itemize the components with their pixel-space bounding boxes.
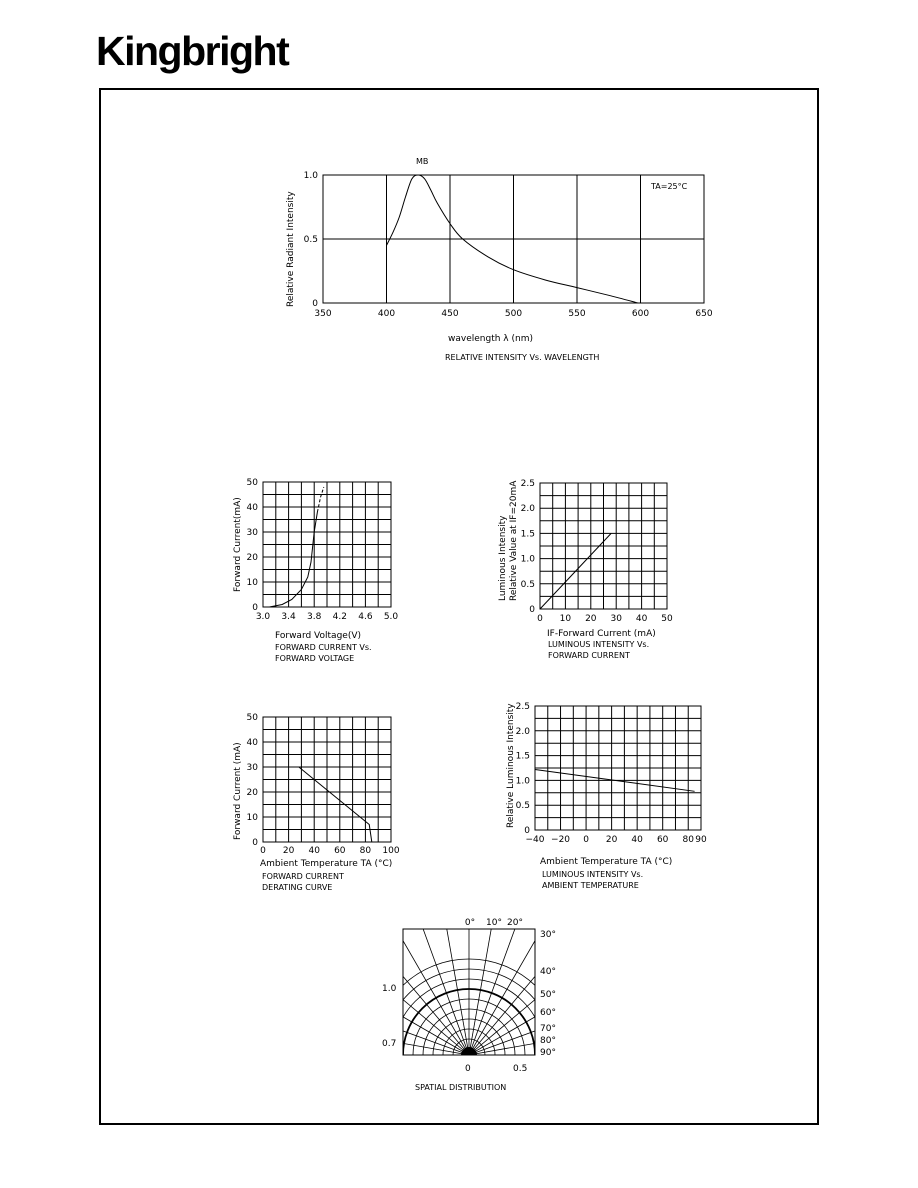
derating-y-tick-label: 0 xyxy=(252,838,258,848)
lum_current-y-tick-label: 1.5 xyxy=(520,529,535,540)
derating-x-tick-label: 60 xyxy=(334,846,346,856)
derating-x-tick-labels xyxy=(260,846,400,856)
derating-grid xyxy=(263,717,391,842)
lum-current-x-axis-label: IF-Forward Current (mA) xyxy=(547,629,656,639)
spectrum-grid xyxy=(323,175,704,303)
derating-x-tick-label: 0 xyxy=(260,846,266,856)
spectrum-y-tick-label: 0 xyxy=(312,299,318,309)
lum_temp-x-tick-label: 0 xyxy=(583,835,589,845)
derating-caption-line2: DERATING CURVE xyxy=(262,883,333,892)
iv-x-tick-labels xyxy=(256,612,399,622)
derating-chart xyxy=(233,713,400,892)
spectrum-x-tick-label: 400 xyxy=(377,309,396,319)
lum_current-x-tick-label: 30 xyxy=(610,614,622,624)
spatial-caption: SPATIAL DISTRIBUTION xyxy=(415,1083,507,1092)
derating-x-axis-label: Ambient Temperature TA (°C) xyxy=(260,859,393,869)
lum_current-x-tick-label: 50 xyxy=(661,614,673,624)
spatial-radial-label-2: 0.7 xyxy=(382,1039,397,1049)
iv-x-tick-label: 5.0 xyxy=(383,612,399,622)
spectrum-x-tick-labels xyxy=(314,309,712,319)
iv-y-tick-labels xyxy=(247,478,259,613)
lum-current-y-axis-label-1: Luminous Intensity xyxy=(498,515,508,601)
lum_temp-y-tick-label: 2.0 xyxy=(515,726,530,737)
lum_temp-x-tick-label: −20 xyxy=(551,835,571,845)
derating-y-tick-label: 40 xyxy=(246,738,258,748)
spectrum-y-tick-label: 0.5 xyxy=(303,235,318,245)
spatial-angle-label: 40° xyxy=(540,967,556,977)
spatial-angle-label: 80° xyxy=(540,1036,556,1046)
lum_temp-x-tick-label: 20 xyxy=(605,835,618,845)
iv-chart xyxy=(233,478,398,663)
spatial-radial-line xyxy=(319,795,469,1055)
lum-temp-grid xyxy=(535,706,701,830)
spectrum-x-tick-label: 600 xyxy=(631,309,650,319)
spectrum-series-label: MB xyxy=(416,157,429,166)
spectrum-x-tick-label: 650 xyxy=(695,309,713,319)
iv-x-axis-label: Forward Voltage(V) xyxy=(275,631,361,641)
brand-logo: Kingbright xyxy=(96,28,289,74)
spectrum-y-tick-labels xyxy=(304,171,319,309)
derating-y-axis-label: Forward Current (mA) xyxy=(233,742,243,840)
spatial-angle-label: 70° xyxy=(540,1024,556,1034)
iv-y-tick-label: 40 xyxy=(246,503,258,513)
iv-y-tick-label: 10 xyxy=(246,578,258,588)
lum-temp-caption-line2: AMBIENT TEMPERATURE xyxy=(542,881,639,890)
derating-caption-line1: FORWARD CURRENT xyxy=(262,872,344,881)
iv-x-tick-label: 3.4 xyxy=(281,612,296,622)
derating-x-tick-label: 100 xyxy=(382,846,400,856)
spatial-angle-label: 0° xyxy=(464,918,476,928)
spectrum-chart xyxy=(286,157,713,362)
lum_temp-x-tick-label: 80 xyxy=(682,835,694,845)
spatial-angle-label: 20° xyxy=(507,918,523,928)
iv-x-tick-label: 4.2 xyxy=(332,612,347,622)
lum-temp-y-axis-label: Relative Luminous Intensity xyxy=(506,703,516,828)
spectrum-annotation: TA=25°C xyxy=(651,182,688,191)
lum-current-caption-line2: FORWARD CURRENT xyxy=(548,651,630,660)
lum_temp-y-tick-label: 0 xyxy=(524,826,530,836)
lum_temp-y-tick-label: 1.0 xyxy=(515,776,530,787)
lum-current-grid xyxy=(540,483,667,609)
spatial-angle-label: 30° xyxy=(540,930,556,940)
derating-y-tick-label: 30 xyxy=(246,763,258,773)
lum_current-x-tick-label: 0 xyxy=(537,614,543,624)
iv-y-tick-label: 50 xyxy=(246,478,258,488)
spectrum-x-tick-label: 350 xyxy=(314,309,332,319)
lum_temp-x-tick-label: 90 xyxy=(695,835,707,845)
iv-series-line xyxy=(269,512,317,607)
iv-y-tick-label: 30 xyxy=(246,528,258,538)
iv-y-tick-label: 0 xyxy=(252,603,258,613)
derating-y-tick-label: 20 xyxy=(246,788,258,798)
lum_current-x-tick-label: 10 xyxy=(559,614,572,624)
spatial-bottom-label-1: 0 xyxy=(465,1064,471,1074)
lum-current-y-tick-labels xyxy=(521,479,536,615)
spatial-bottom-label-2: 0.5 xyxy=(513,1064,528,1074)
lum-current-chart xyxy=(498,479,673,660)
lum_current-x-tick-label: 20 xyxy=(585,614,597,624)
lum_current-y-tick-label: 0 xyxy=(529,605,535,615)
lum-current-x-tick-labels xyxy=(537,614,673,624)
spatial-angle-labels xyxy=(465,918,556,1058)
spatial-angle-label: 50° xyxy=(540,990,556,1000)
lum_current-y-tick-label: 2.5 xyxy=(520,479,535,489)
iv-x-tick-label: 3.8 xyxy=(307,612,322,622)
derating-x-tick-label: 80 xyxy=(359,846,372,856)
lum_temp-y-tick-label: 1.5 xyxy=(515,751,530,762)
lum_temp-y-tick-label: 0.5 xyxy=(515,801,530,812)
derating-x-tick-label: 40 xyxy=(308,846,320,856)
spectrum-y-tick-label: 1.0 xyxy=(303,171,318,181)
lum_current-y-tick-label: 2.0 xyxy=(520,504,535,515)
iv-y-tick-label: 20 xyxy=(246,553,258,563)
spatial-angle-label: 90° xyxy=(540,1048,556,1058)
lum-temp-x-tick-labels xyxy=(526,835,707,845)
iv-x-tick-label: 3.0 xyxy=(255,612,271,622)
lum-temp-y-tick-labels xyxy=(516,702,531,836)
derating-y-tick-label: 10 xyxy=(246,813,258,823)
lum_current-y-tick-label: 1.0 xyxy=(520,554,535,565)
spatial-angle-label: 60° xyxy=(540,1008,556,1018)
iv-caption-line1: FORWARD CURRENT Vs. xyxy=(275,643,372,652)
lum_current-y-tick-label: 0.5 xyxy=(520,579,535,590)
spectrum-x-tick-label: 450 xyxy=(441,309,459,319)
lum-temp-caption-line1: LUMINOUS INTENSITY Vs. xyxy=(542,870,644,879)
derating-y-tick-label: 50 xyxy=(246,713,258,723)
spectrum-x-axis-label: wavelength λ (nm) xyxy=(448,334,533,344)
spatial-radial-line xyxy=(209,905,469,1055)
derating-y-tick-labels xyxy=(247,713,259,848)
spectrum-x-tick-label: 550 xyxy=(568,309,586,319)
lum_temp-x-tick-label: 60 xyxy=(656,835,669,845)
spectrum-caption: RELATIVE INTENSITY Vs. WAVELENGTH xyxy=(445,353,600,362)
lum_temp-x-tick-label: 40 xyxy=(631,835,643,845)
lum_temp-x-tick-label: −40 xyxy=(525,835,545,845)
lum_temp-y-tick-label: 2.5 xyxy=(515,702,530,712)
iv-y-axis-label: Forward Current(mA) xyxy=(233,497,243,592)
spatial-angle-label: 10° xyxy=(486,918,502,928)
lum-temp-chart xyxy=(506,702,707,890)
lum-temp-x-axis-label: Ambient Temperature TA (°C) xyxy=(540,857,673,867)
derating-x-tick-label: 20 xyxy=(282,846,295,856)
iv-x-tick-label: 4.6 xyxy=(358,612,373,622)
lum-current-y-axis-label-2: Relative Value at IF=20mA xyxy=(509,480,519,601)
iv-grid xyxy=(263,482,391,607)
iv-series-dashed-segment xyxy=(317,487,323,512)
spatial-radial-line xyxy=(469,862,699,1055)
spatial-chart xyxy=(169,755,769,1151)
spectrum-x-tick-label: 500 xyxy=(504,309,523,319)
lum_current-x-tick-label: 40 xyxy=(635,614,648,624)
iv-caption-line2: FORWARD VOLTAGE xyxy=(275,654,355,663)
lum-current-caption-line1: LUMINOUS INTENSITY Vs. xyxy=(548,640,650,649)
spectrum-y-axis-label: Relative Radiant Intensity xyxy=(286,191,296,307)
spatial-radial-label-1: 1.0 xyxy=(382,984,397,994)
